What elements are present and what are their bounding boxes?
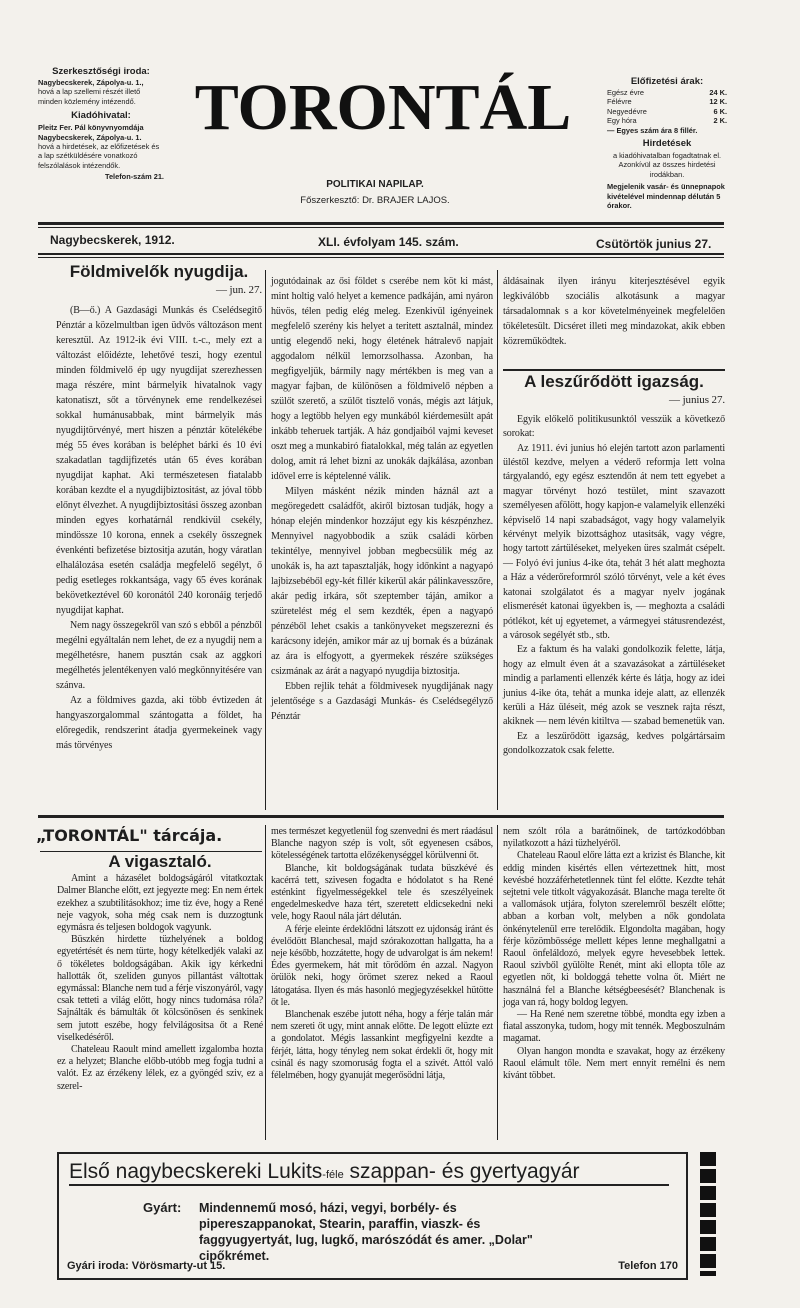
- ad-products: Mindennemű mosó, házi, vegyi, borbély- és pipereszappanokat, Stearin, paraffin, viaszk- és faggyugyertyát, lug, lugkő, marószódát és amer. „Dolar" cipőkrémet.: [199, 1201, 533, 1263]
- paragraph: Ebben rejlik tehát a földmivesek nyugdijának nagy jelentősége s a Gazdasági Munkás- és Cselédsegélyző Pénztár: [271, 681, 493, 722]
- masthead-subtitle: POLITIKAI NAPILAP.: [326, 179, 424, 190]
- publisher-text: hová a hirdetések, az előfizetések és a lap szétküldésére vonatkozó felszólalások intézendők.: [38, 142, 160, 170]
- editorial-text: hová a lap szellemi részét illető minden közlemény intézendő.: [38, 87, 141, 106]
- editorial-heading: Szerkesztőségi iroda:: [52, 66, 150, 77]
- column-divider: [497, 270, 498, 810]
- masthead-title: TORONTÁL: [194, 71, 572, 144]
- ad-phone: Telefon 170: [618, 1260, 678, 1272]
- prices-heading: Előfizetési árak:: [630, 76, 704, 87]
- article-foldmivelok-col1: [56, 264, 262, 753]
- article-foldmivelok-col2: [271, 274, 493, 724]
- column-divider: [265, 825, 266, 1140]
- paragraph: Blanche, kit boldogságának tudata büszkévé és kacérrá tett, szivesen fogadta e hódolatot s ha René esténkint figyelmességekkel tele és szeszélyeinek engedelmeskedve haza tért, szeretett eldicsekedni neki vele, hogy Raoul nála járt délután.: [271, 862, 493, 923]
- editorial-address: Nagybecskerek, Zápolya-u. 1.,: [38, 78, 144, 87]
- ads-text: a kiadóhivatalban fogadtatnak el. Azonkívül az összes hirdetési irodákban.: [612, 151, 722, 179]
- paragraph: mes természet kegyetlenül fog szenvedni és mert ráadásul Blanche nagyon szép is volt, sőt egyenesen csábos, kötelességének tartotta előzékenységgel körülvenni őt.: [271, 826, 493, 862]
- article-dateline: — junius 27.: [669, 394, 725, 407]
- paragraph: Ez a faktum és ha valaki gondolkozik felette, látja, hogy az elmult éven át a szavazásokat a zártüléseket mindig a parlamenti ellenzék kérte és látja, hogy az idei junius 4-ike óta, tehát a munka ideje alatt, az ellenzék kerüli a Ház üléseit, még azok se vesznek rajta részt, akiknek — nem lévén kitiltva — szabad bemenetük van.: [503, 644, 725, 728]
- phone-number: Telefon-szám 21.: [104, 172, 164, 182]
- divider: [503, 369, 725, 371]
- paragraph: Milyen másként nézik minden háznál azt a megöregedett családfőt, akiről biztosan tudják, hogy a hónap elején mindenkor hozzájut egy kis készpénzhez. Mennyivel nagyobbodik a szük családi körben tekintélye, mennyivel jobban megbecsülik még az unokák is, ha azt tapasztalják, hogy időnkint a nagyapó lajbizsebéből egy-két fillér kikerül akár pálinkavesszőre, akár pedig irkára, sőt szeptember táján, amikor a szüretelést még el sem kezdték, épen a nagyapó pénzéből lehet csakis a tankönyveket megszerezni és karácsony idején, amikor már az uj bornak és a búzának az ára is elfogyott, a gyermekek részére szükséges csizmának az árát a nagyapó nyugdija biztositja.: [271, 486, 493, 677]
- publisher-name: Pleitz Fer. Pál könyvnyomdája Nagybecskerek, Zápolya-u. 1.: [38, 123, 144, 142]
- feuilleton-title: A vigasztaló.: [108, 852, 212, 871]
- issue-date: Csütörtök junius 27.: [596, 237, 712, 251]
- article-dateline: — jun. 27.: [215, 284, 262, 296]
- ad-gyart-label: Gyárt:: [143, 1200, 182, 1215]
- paragraph: — Ha René nem szeretne többé, mondta egy izben a fiatal asszonyka, tudom, hogy mit tennék. Megboszulnám magamat.: [503, 1009, 725, 1045]
- paragraph: Chateleau Raoul előre látta ezt a krizist és Blanche, kit eddig minden kisértés ellen vértezettnek hitt, most kevésbé hozzáférhetetlennek tünt fel előtte. Kezdte tehát sejtetni vele titkolt vágyakozását. Blanche maga terelte őt a vallomások utjára, folyton szerelemről beszélt előtte; abban a korban volt, melyben a nők gondolata önkénytelenül erre terelődik. Elgondolta magában, hogy férje közömbössége mellett képes lenne meghallgatni a Raoul önfeláldozó, melyek egyre hevesebbek lettek. Raoul szivből gyülölte Renét, mint aki ellopta tőle az egyetlen nőt, ki boldoggá tehette volna őt. Miért ne használná fel a Blanche kétségbeesését? Blanchenak is joga van rá, hogy boldog legyen.: [503, 850, 725, 1008]
- paragraph: Amint a házasélet boldogságáról vitatkoztak Dalmer Blanche előtt, ezt jegyezte meg: En nem értek ezekhez a szubtilitásokhoz; ime tiz éve, hogy a René neje vagyok, soha még csak nem is duzzogtunk egymásra és teljesen boldogok vagyunk.: [57, 873, 263, 934]
- appearance-note: Megjelenik vasár- és ünnepnapok kivételével mindennap délután 5 órakor.: [607, 182, 725, 211]
- ad-address: Gyári iroda: Vörösmarty-ut 15.: [67, 1260, 226, 1272]
- lukits-advertisement: [57, 1152, 688, 1280]
- paragraph: A férje eleinte érdeklődni látszott ez ujdonság iránt és évelődött Blanchesal, majd szórakozottan hallgatta, ha a neje később, hozzátette, hogy de udvarolgat is ám nekem! Édes gyermekem, hát mit törődöm én azzal. Nagyon örülök neki, hogy örömet szerez neked a Raoul látogatása. Ilyen és más hasonló megjegyzésekkel hütötte őt le.: [271, 923, 493, 1008]
- article-title: A leszűrődött igazság.: [524, 372, 704, 391]
- paragraph: Az 1911. évi junius hó elején tartott azon parlamenti üléstől kezdve, melyen a véderő reformja lett volna tárgyalandó, egy egész esztendőn át nem tett egyebet a magyar törvényt hozó testület, mint szavazott személyesen afölött, hogy kapjon-e valamelyik ellenzéki képviselő 14 napi szabadságot, vagy hogy valamelyik kérvényt melyik bizottsághoz utasitsák, vagy végre, hogy tartott zártüléseket, melyeken üres szalmát csépelt. — Folyó évi junius 4-ike óta, tehát 3 hét alatt meghozta a Ház a véderőreformról szóló törvényt, vele a két éves katonai szolgálatot és a magyar nyelv jogának elismerését katonai ügyekben is, — meghozta a családi pótlékot, két uj egyetemet, a vármegyei státusrendezést, a városok segélyét stb., stb.: [503, 442, 725, 641]
- paragraph: jogutódainak az ősi földet s cserébe nem köt ki mást, mint holtig való helyet a kemence padkáján, ami nyáron hüvös, télen pedig elég meleg. Ezenkivül igényeinek megfelelő szerény kis helyet a teritett asztalnál, mindez untig elegendő neki, hogy életének hátralevő napjait aggodalom nélkül lemorzsolhassa. Azonban, ha megfigyeljük, bármily nagy mértékben is meg van a magyar fajban, de különösen a földmivelő népben a szülőt szerető, a szülőt tisztelő vonás, mégis azt látjuk, hogy a legtöbb helyen egy munkából kiérdemesült apát inkább teheruek tartják. A ház gondjaiból vajmi keveset oszt meg a munkabiró fiatalokkal, még talán az egyetlen dolog, amit rá lehet bizni az unokák dajkálása, azonban idővel erre is képtelenné válik.: [271, 276, 493, 482]
- feuilleton-col2: [271, 826, 493, 1082]
- paragraph: Chateleau Raoult mind amellett izgalomba hozta ez a helyzet; Blanche előbb-utóbb meg fogja tudni a valót. Ez az érzékeny lélek, ez a gyöngéd sziv, ez a szerel-: [57, 1044, 263, 1092]
- price-row: Egész évre 24 K.: [607, 88, 727, 97]
- place-year: Nagybecskerek, 1912.: [50, 233, 175, 247]
- paragraph: Blanchenak eszébe jutott néha, hogy a férje talán már nem szereti őt ugy, mint annak előtte. De legott elüzte ezt a gondolatot. Mégis lassankint megfigyelni kezdte a férjét, látta, hogy tényleg nem sokat érdekli őt, hogy mit csinál és nagy szomoruság fogta el a szivét. Attól való félelmében, hogy gyanuját megerősödni látja,: [271, 1009, 493, 1082]
- article-foldmivelok-col3: [503, 274, 725, 349]
- ad-title: Első nagybecskereki Lukits-féle szappan- és gyertyagyár: [69, 1160, 669, 1186]
- column-divider: [265, 270, 266, 810]
- issue-number: XLI. évfolyam 145. szám.: [318, 235, 459, 249]
- paragraph: áldásainak ilyen irányu kiterjesztésével egyik legkiválóbb szociális alkotásunk a magyar társadalomnak s a kor követelményeinek megfelelően tökéletesült. Dicséret illeti meg mindazokat, akik ebben közreműködtek.: [503, 276, 725, 347]
- feuilleton-header: „TORONTÁL" tárcája.: [36, 826, 223, 845]
- publisher-heading: Kiadóhivatal:: [71, 110, 131, 122]
- masthead-editor: Főszerkesztő: Dr. BRAJER LAJOS.: [300, 195, 450, 206]
- article-title: Földmivelők nyugdija.: [69, 262, 249, 281]
- price-row: Negyedévre 6 K.: [607, 106, 727, 116]
- price-row: Félévre 12 K.: [607, 97, 727, 107]
- editorial-office-box: [38, 66, 164, 182]
- single-price: — Egyes szám ára 8 fillér.: [607, 125, 698, 135]
- divider: [38, 257, 724, 258]
- paragraph: (B—ő.) A Gazdasági Munkás és Cselédsegitő Pénztár a közelmultban igen üdvös változáson ment keresztül. Az 1912-ik évi VIII. t.-c., mely ezt a változást előidézte, lehetővé teszi, hogy ezentul minden földmivelő ép ugy nyugdijat szerezhessen maga részére, mint bármelyik hivatalnok vagy katonatiszt, sőt a törvénynek eme rendelkezései sokkal humánusabbak, mint bármelyik más nyugdijtörvényé, mert hiszen a pénztár kötelékébe még 55 éves korában is beléphet bárki és 10 évi szakadatlan tagdijfizetés után 65 éves korában nyugdijat kaphat. Aki természetesen fiatalabb korában kezdte el a nyugdijbiztositást, az jóval több előnyt élvezhet. A nyugdijbiztositási összeg azonban minden egyes korhatárnál rendkivül csekély, mindössze 10 korona, ennek a csekély összegnek évenkénti befizetése biztositja azután, hogy váratlan elhalálozása esetén családja megfelelő segélyt, ő pedig esetleges rokkantsága, vagy 65 éves korának bekövetkeztével 60 koronától 240 koronáig terjedő nyugdijat kaphat.: [56, 305, 262, 616]
- ad-border-ornament: [700, 1152, 716, 1276]
- divider: [38, 815, 724, 818]
- divider: [38, 227, 724, 228]
- column-divider: [497, 825, 498, 1140]
- paragraph: Egyik előkelő politikusunktól vesszük a következő sorokat:: [503, 413, 725, 440]
- divider: [38, 222, 724, 225]
- feuilleton-col1: [57, 852, 263, 1093]
- paragraph: Ez a leszűrődött igazság, kedves polgártársaim gondolkozzatok csak felette.: [503, 730, 725, 757]
- ads-heading: Hirdetések: [642, 138, 692, 150]
- paragraph: Olyan hangon mondta e szavakat, hogy az érzékeny Raoul elámult tőle. Nem mert ennyit remélni és nem kívánt többet.: [503, 1045, 725, 1082]
- paragraph: Az a földmives gazda, aki több évtizeden át hangyaszorgalommal szántogatta a földet, ha előregedik, rendszerint átadja gyermekeinek vagy más törvényes: [56, 695, 262, 751]
- subscription-box: [607, 76, 727, 210]
- paragraph: Büszkén hirdette tüzhelyének a boldog egyetértését és nem türte, hogy kételkedjék valaki az ő tökéletes boldogságában. Akik igy kérkedni hallották őt, szeliden gunyos pillantást váltottak egymással: Blanche nem tud a férje viszonyáról, vagy csak tetteti a világ előtt, hogy nincs tudomása róla? Sajnálták és bámulták őt kölcsönösen és senkinek sem jutott eszébe, hogy felvilágositsa őt a René viselkedéséről.: [57, 934, 263, 1043]
- price-row: Egy hóra 2 K.: [607, 116, 727, 126]
- paragraph: Nem nagy összegekről van szó s ebből a pénzből megélni egyáltalán nem lehet, de ez a nyugdij nem a megélhetésre, hanem pusztán csak az aggkori megélhetés jelentékenyen való megkönnyitésére van szánva.: [56, 620, 262, 691]
- article-igazsag: [503, 372, 725, 759]
- divider: [38, 253, 724, 255]
- paragraph: nem szólt róla a barátnőinek, de tartózkodóbban nyilatkozott a házi tüzhelyéről.: [503, 826, 725, 850]
- feuilleton-col3: [503, 826, 725, 1082]
